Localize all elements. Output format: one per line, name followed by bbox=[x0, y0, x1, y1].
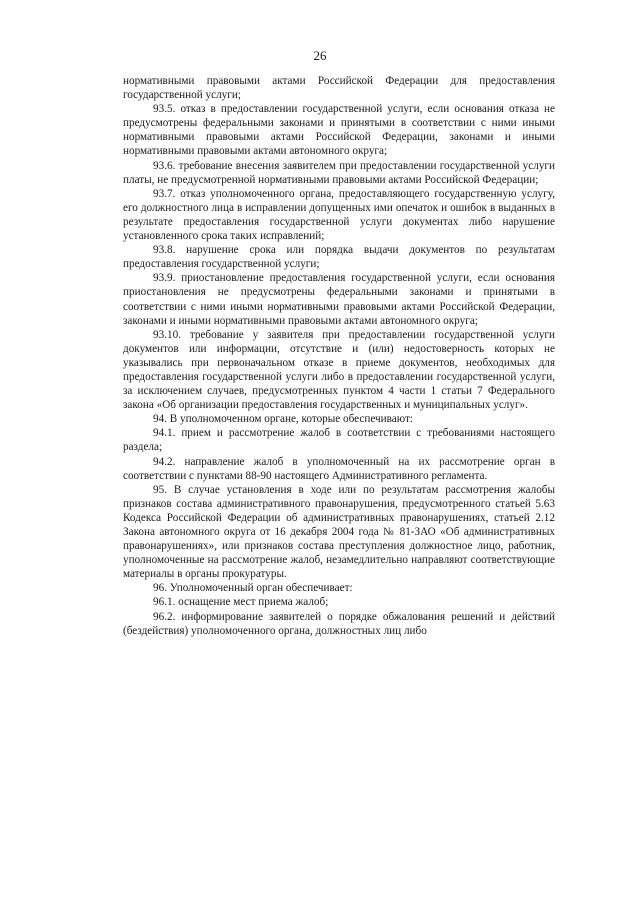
body-text bbox=[123, 74, 555, 638]
paragraph: 95. В случае установления в ходе или по результатам рассмотрения жалобы признаков состава административного правонарушения, предусмотренного статьей 5.63 Кодекса Российской Федерации об административных правонарушениях, статьей 2.12 Закона автономного округа от 16 декабря 2004 года № 81-ЗАО «Об административных правонарушениях», или признаков состава преступления должностное лицо, работник, уполномоченные на рассмотрение жалоб, незамедлительно направляют соответствующие материалы в органы прокуратуры. bbox=[123, 483, 555, 581]
paragraph: 94.2. направление жалоб в уполномоченный на их рассмотрение орган в соответствии с пунктами 88-90 настоящего Административного регламента. bbox=[123, 455, 555, 482]
page-number: 26 bbox=[313, 48, 327, 63]
paragraph: 93.6. требование внесения заявителем при предоставлении государственной услуги платы, не предусмотренной нормативными правовыми актами Российской Федерации; bbox=[123, 159, 555, 186]
paragraph: 93.7. отказ уполномоченного органа, предоставляющего государственную услугу, его должностного лица в исправлении допущенных ими опечаток и ошибок в выданных в результате предоставления государственной услуги документах либо нарушение установленного срока таких исправлений; bbox=[123, 187, 555, 243]
paragraph: 93.10. требование у заявителя при предоставлении государственной услуги документов или информации, отсутствие и (или) недостоверность которых не указывались при первоначальном отказе в приеме документов, необходимых для предоставления государственной услуги либо в предоставлении государственной услуги, за исключением случаев, предусмотренных пунктом 4 части 1 статьи 7 Федерального закона «Об организации предоставления государственных и муниципальных услуг». bbox=[123, 328, 555, 412]
paragraph: 94. В уполномоченном органе, которые обеспечивают: bbox=[153, 413, 413, 426]
paragraph: 96.1. оснащение мест приема жалоб; bbox=[153, 596, 329, 609]
paragraph: 93.5. отказ в предоставлении государственной услуги, если основания отказа не предусмотрены федеральными законами и принятыми в соответствии с ними иными нормативными правовыми актами Российской Федерации, законами и иными нормативными правовыми актами автономного округа; bbox=[123, 103, 555, 158]
paragraph: 93.9. приостановление предоставления государственной услуги, если основания приостановления не предусмотрены федеральными законами и принятыми в соответствии с ними иными нормативными правовыми актами Российской Федерации, законами и иными нормативными правовыми актами автономного округа; bbox=[123, 272, 555, 327]
paragraph: 96.2. информирование заявителей о порядке обжалования решений и действий (бездействия) уполномоченного органа, должностных лиц либо bbox=[123, 610, 555, 637]
paragraph: нормативными правовыми актами Российской Федерации для предоставления государственной услуги; bbox=[123, 75, 555, 102]
paragraph: 96. Уполномоченный орган обеспечивает: bbox=[153, 582, 353, 595]
paragraph: 94.1. прием и рассмотрение жалоб в соответствии с требованиями настоящего раздела; bbox=[123, 427, 555, 454]
paragraph: 93.8. нарушение срока или порядка выдачи документов по результатам предоставления государственной услуги; bbox=[123, 244, 555, 271]
